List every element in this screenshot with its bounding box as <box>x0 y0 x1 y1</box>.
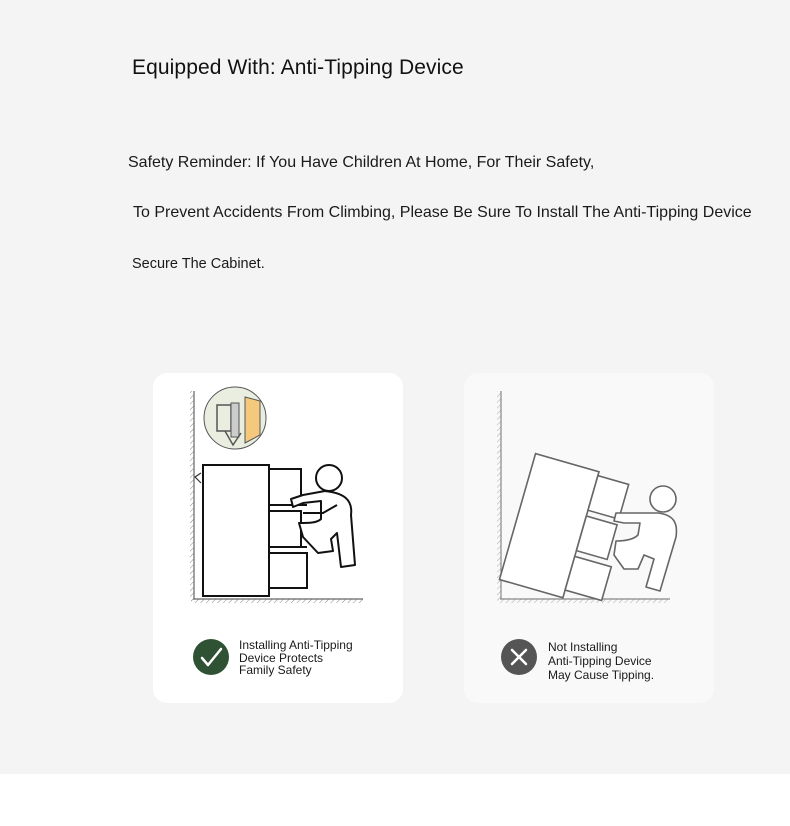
caption-line: Installing Anti-Tipping <box>239 638 353 652</box>
approved-badge <box>193 639 229 675</box>
tipping-cabinet-illustration <box>464 373 714 613</box>
caption-line: May Cause Tipping. <box>548 668 655 682</box>
safety-reminder-line-3: Secure The Cabinet. <box>132 256 265 272</box>
caption-line: Not Installing <box>548 640 618 654</box>
installed-card <box>153 373 403 703</box>
caption-line: Family Safety <box>239 663 312 677</box>
caption-line: Anti-Tipping Device <box>548 654 652 668</box>
caption-line: Device Protects <box>239 650 324 665</box>
installed-caption <box>239 639 379 677</box>
not-installed-caption <box>548 640 688 682</box>
secured-cabinet-illustration <box>153 373 403 613</box>
x-icon <box>501 639 537 675</box>
page-title: Equipped With: Anti-Tipping Device <box>132 56 464 79</box>
warning-badge <box>501 639 537 675</box>
check-icon <box>193 639 229 675</box>
safety-reminder-line-2: To Prevent Accidents From Climbing, Please Be Sure To Install The Anti-Tipping Device <box>133 204 752 221</box>
safety-reminder-line-1: Safety Reminder: If You Have Children At Home, For Their Safety, <box>128 154 595 171</box>
not-installed-card <box>464 373 714 703</box>
